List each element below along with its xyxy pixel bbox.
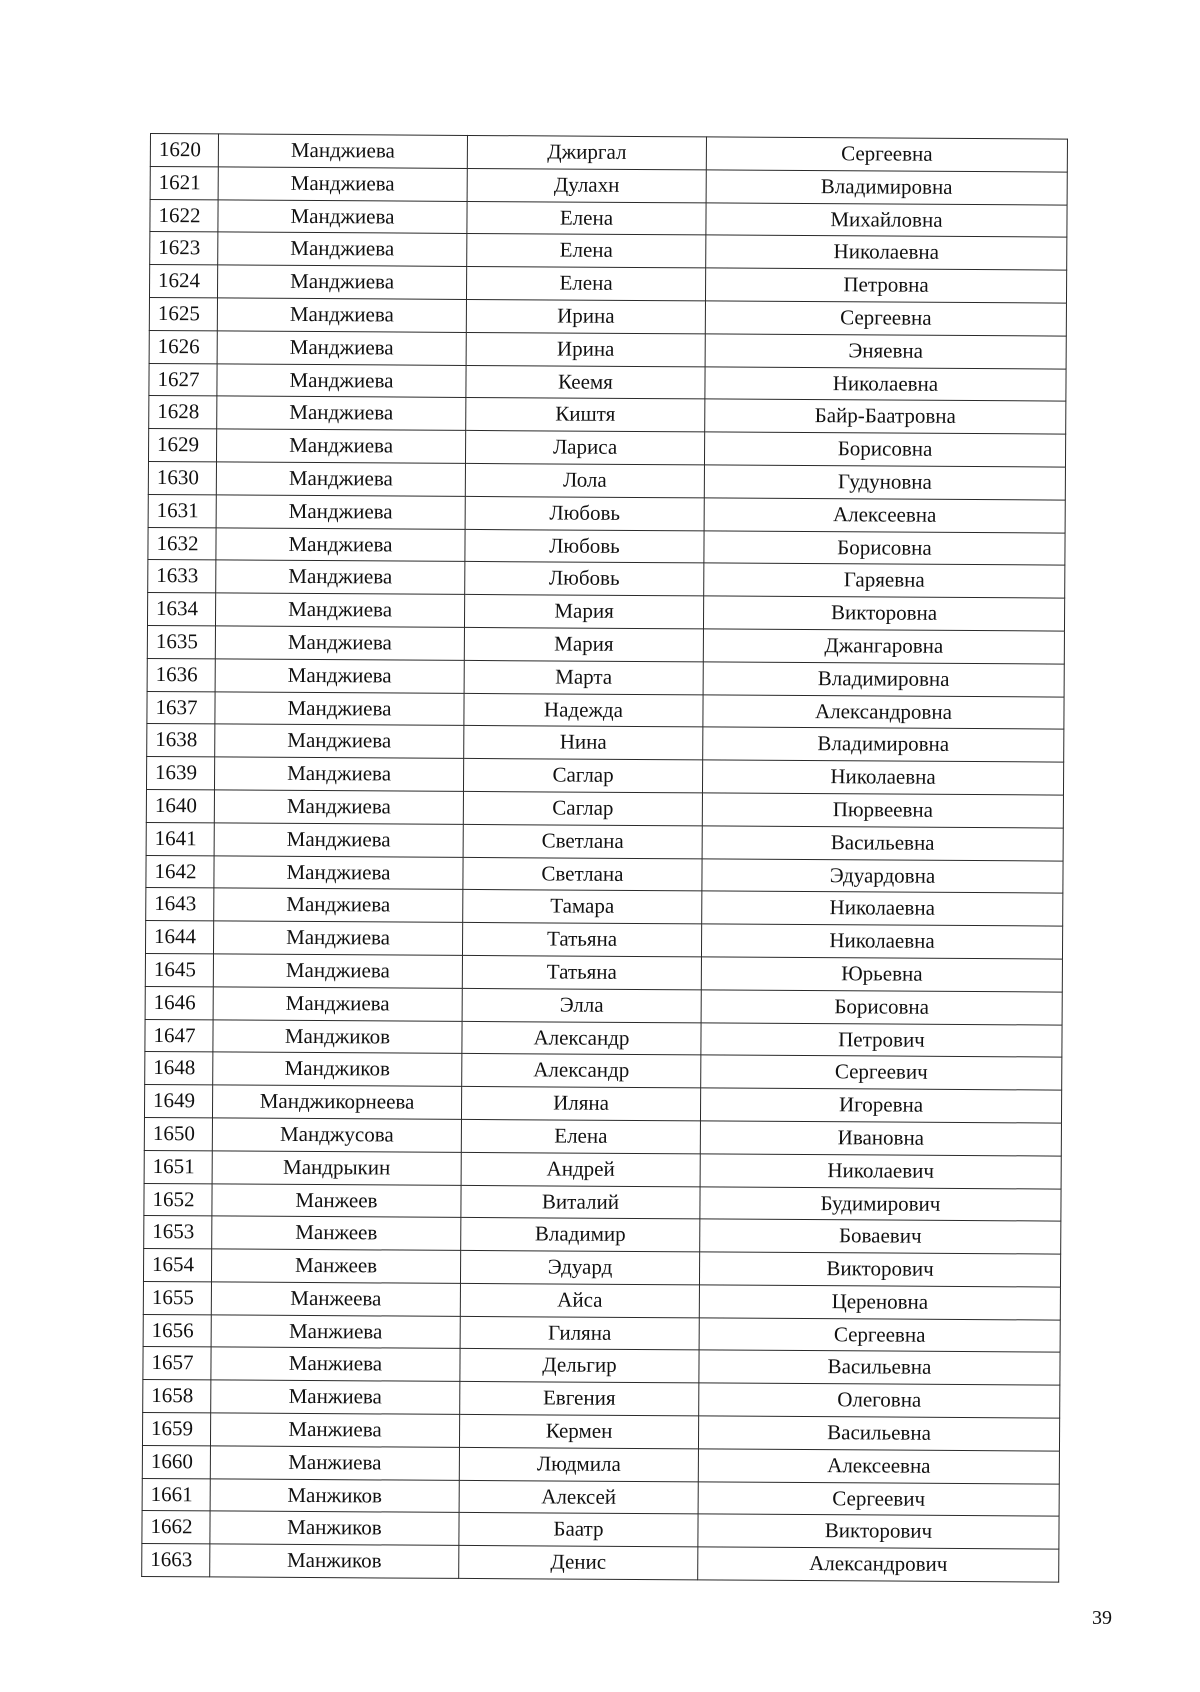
table-row [149, 363, 1066, 401]
patronymic-cell: Николаевна [701, 924, 1062, 959]
last-name-cell: Манджиева [217, 363, 466, 397]
last-name-cell: Манджиева [217, 331, 466, 365]
number-cell: 1628 [149, 396, 217, 429]
last-name-cell: Манжиева [211, 1347, 460, 1381]
number-cell: 1656 [143, 1314, 211, 1347]
last-name-cell: Манджиева [215, 724, 464, 758]
number-cell: 1633 [148, 560, 216, 593]
last-name-cell: Манджиева [216, 495, 465, 529]
table-row [143, 1249, 1060, 1287]
patronymic-cell: Викторович [699, 1252, 1060, 1287]
table-row [146, 888, 1063, 926]
first-name-cell: Мария [464, 595, 703, 629]
table-row [148, 429, 1065, 467]
first-name-cell: Лариса [465, 431, 704, 465]
table-row [146, 822, 1063, 860]
last-name-cell: Манжиков [210, 1511, 459, 1545]
last-name-cell: Манджусова [212, 1118, 461, 1152]
table-row [145, 1052, 1062, 1090]
patronymic-cell: Боваевич [700, 1219, 1061, 1254]
table-row [142, 1413, 1059, 1451]
number-cell: 1620 [150, 134, 218, 167]
last-name-cell: Манджиева [213, 954, 462, 988]
first-name-cell: Тамара [463, 890, 702, 924]
patronymic-cell: Ивановна [700, 1121, 1061, 1156]
first-name-cell: Джиргал [467, 135, 706, 169]
patronymic-cell: Александровна [703, 694, 1064, 729]
patronymic-cell: Петрович [701, 1022, 1062, 1057]
last-name-cell: Манжеев [212, 1216, 461, 1250]
first-name-cell: Любовь [465, 529, 704, 563]
table-row [148, 527, 1065, 565]
table-row [143, 1347, 1060, 1385]
patronymic-cell: Эняевна [705, 334, 1066, 369]
table-row [150, 199, 1067, 237]
first-name-cell: Елена [467, 201, 706, 235]
number-cell: 1640 [146, 789, 214, 822]
table-row [146, 789, 1063, 827]
first-name-cell: Киштя [466, 398, 705, 432]
table-row [149, 265, 1066, 303]
table-row [147, 658, 1064, 696]
patronymic-cell: Олеговна [699, 1383, 1060, 1418]
number-cell: 1659 [142, 1413, 210, 1446]
last-name-cell: Манджиева [214, 855, 463, 889]
last-name-cell: Манджиева [217, 265, 466, 299]
number-cell: 1642 [146, 855, 214, 888]
patronymic-cell: Сергеевна [705, 301, 1066, 336]
patronymic-cell: Васильевна [702, 826, 1063, 861]
table-row [145, 1019, 1062, 1057]
patronymic-cell: Викторовна [703, 596, 1064, 631]
table-row [149, 396, 1066, 434]
table-row [144, 1216, 1061, 1254]
table-row [142, 1445, 1059, 1483]
first-name-cell: Александр [462, 1021, 701, 1055]
number-cell: 1631 [148, 494, 216, 527]
patronymic-cell: Васильевна [698, 1416, 1059, 1451]
number-cell: 1657 [143, 1347, 211, 1380]
number-cell: 1636 [147, 658, 215, 691]
first-name-cell: Татьяна [462, 955, 701, 989]
patronymic-cell: Борисовна [704, 530, 1065, 565]
last-name-cell: Манджиков [213, 1052, 462, 1086]
patronymic-cell: Николаевна [705, 366, 1066, 401]
number-cell: 1632 [148, 527, 216, 560]
table-row [142, 1511, 1059, 1549]
patronymic-cell: Николаевич [700, 1154, 1061, 1189]
last-name-cell: Манжеев [211, 1249, 460, 1283]
last-name-cell: Манжеева [211, 1282, 460, 1316]
patronymic-cell: Юрьевна [701, 957, 1062, 992]
first-name-cell: Ирина [466, 299, 705, 333]
last-name-cell: Манджиков [213, 1019, 462, 1053]
last-name-cell: Манджиева [213, 987, 462, 1021]
number-cell: 1626 [149, 330, 217, 363]
first-name-cell: Саглар [463, 791, 702, 825]
last-name-cell: Манджиева [214, 790, 463, 824]
number-cell: 1645 [145, 953, 213, 986]
number-cell: 1648 [145, 1052, 213, 1085]
table-row [147, 691, 1064, 729]
first-name-cell: Дулахн [467, 168, 706, 202]
table-row [147, 724, 1064, 762]
first-name-cell: Кеемя [466, 365, 705, 399]
number-cell: 1634 [147, 593, 215, 626]
number-cell: 1623 [150, 232, 218, 265]
patronymic-cell: Николаевна [702, 760, 1063, 795]
number-cell: 1627 [149, 363, 217, 396]
number-cell: 1660 [142, 1445, 210, 1478]
last-name-cell: Манджиева [214, 888, 463, 922]
number-cell: 1662 [142, 1511, 210, 1544]
patronymic-cell: Владимировна [703, 662, 1064, 697]
number-cell: 1653 [144, 1216, 212, 1249]
first-name-cell: Саглар [463, 759, 702, 793]
table-row [150, 232, 1067, 270]
last-name-cell: Манжиева [210, 1446, 459, 1480]
first-name-cell: Баатр [459, 1513, 698, 1547]
table-row [144, 1183, 1061, 1221]
last-name-cell: Манжиева [211, 1380, 460, 1414]
patronymic-cell: Алексеевна [704, 498, 1065, 533]
number-cell: 1622 [150, 199, 218, 232]
first-name-cell: Гиляна [460, 1316, 699, 1350]
table-row [143, 1380, 1060, 1418]
patronymic-cell: Сергеевна [699, 1318, 1060, 1353]
table-row [143, 1314, 1060, 1352]
number-cell: 1654 [143, 1249, 211, 1282]
table-row [149, 330, 1066, 368]
patronymic-cell: Викторович [698, 1514, 1059, 1549]
table-row [148, 494, 1065, 532]
first-name-cell: Татьяна [462, 923, 701, 957]
number-cell: 1658 [143, 1380, 211, 1413]
last-name-cell: Манджиева [218, 134, 467, 168]
last-name-cell: Манджиева [214, 823, 463, 857]
number-cell: 1635 [147, 625, 215, 658]
number-cell: 1643 [146, 888, 214, 921]
patronymic-cell: Гаряевна [704, 563, 1065, 598]
table-row [144, 1085, 1061, 1123]
number-cell: 1624 [149, 265, 217, 298]
first-name-cell: Любовь [465, 562, 704, 596]
last-name-cell: Манджиева [215, 691, 464, 725]
number-cell: 1641 [146, 822, 214, 855]
last-name-cell: Манджиева [215, 659, 464, 693]
number-cell: 1621 [150, 166, 218, 199]
first-name-cell: Алексей [459, 1480, 698, 1514]
last-name-cell: Манджиева [218, 200, 467, 234]
first-name-cell: Александр [462, 1054, 701, 1088]
patronymic-cell: Джангаровна [703, 629, 1064, 664]
number-cell: 1663 [142, 1544, 210, 1577]
table-row [147, 625, 1064, 663]
last-name-cell: Манжиков [210, 1479, 459, 1513]
table-row [147, 593, 1064, 631]
last-name-cell: Манджикорнеева [212, 1085, 461, 1119]
number-cell: 1652 [144, 1183, 212, 1216]
patronymic-cell: Александрович [698, 1547, 1059, 1582]
patronymic-cell: Владимировна [703, 727, 1064, 762]
first-name-cell: Нина [464, 726, 703, 760]
number-cell: 1637 [147, 691, 215, 724]
table-row [142, 1544, 1059, 1582]
table-row [144, 1150, 1061, 1188]
first-name-cell: Марта [464, 660, 703, 694]
patronymic-cell: Владимировна [706, 170, 1067, 205]
first-name-cell: Эдуард [460, 1251, 699, 1285]
first-name-cell: Любовь [465, 496, 704, 530]
patronymic-cell: Васильевна [699, 1350, 1060, 1385]
last-name-cell: Манджиева [217, 298, 466, 332]
last-name-cell: Манджиева [217, 396, 466, 430]
first-name-cell: Елена [467, 234, 706, 268]
patronymic-cell: Байр-Баатровна [705, 399, 1066, 434]
number-cell: 1647 [145, 1019, 213, 1052]
first-name-cell: Людмила [459, 1447, 698, 1481]
table-row [146, 757, 1063, 795]
table-row [143, 1281, 1060, 1319]
patronymic-cell: Цереновна [699, 1285, 1060, 1320]
number-cell: 1646 [145, 986, 213, 1019]
last-name-cell: Манджиева [218, 232, 467, 266]
number-cell: 1650 [144, 1117, 212, 1150]
patronymic-cell: Гудуновна [704, 465, 1065, 500]
page-number: 39 [1092, 1607, 1112, 1629]
patronymic-cell: Николаевна [702, 891, 1063, 926]
names-table [141, 133, 1068, 1583]
last-name-cell: Мандрыкин [212, 1151, 461, 1185]
patronymic-cell: Будимирович [700, 1186, 1061, 1221]
patronymic-cell: Михайловна [706, 202, 1067, 237]
patronymic-cell: Петровна [705, 268, 1066, 303]
first-name-cell: Ирина [466, 332, 705, 366]
patronymic-cell: Сергеевич [701, 1055, 1062, 1090]
first-name-cell: Денис [459, 1546, 698, 1580]
first-name-cell: Владимир [461, 1218, 700, 1252]
first-name-cell: Иляна [461, 1087, 700, 1121]
last-name-cell: Манджиева [216, 560, 465, 594]
table-row [144, 1117, 1061, 1155]
patronymic-cell: Борисовна [701, 990, 1062, 1025]
number-cell: 1644 [145, 921, 213, 954]
number-cell: 1661 [142, 1478, 210, 1511]
last-name-cell: Манджиева [216, 429, 465, 463]
number-cell: 1625 [149, 297, 217, 330]
table-row [148, 560, 1065, 598]
table-row [142, 1478, 1059, 1516]
number-cell: 1655 [143, 1281, 211, 1314]
number-cell: 1639 [146, 757, 214, 790]
last-name-cell: Манджиева [216, 527, 465, 561]
first-name-cell: Дельгир [460, 1349, 699, 1383]
table-row [148, 461, 1065, 499]
number-cell: 1629 [148, 429, 216, 462]
first-name-cell: Евгения [460, 1382, 699, 1416]
first-name-cell: Мария [464, 627, 703, 661]
names-table-body [142, 134, 1068, 1583]
patronymic-cell: Николаевна [706, 235, 1067, 270]
patronymic-cell: Борисовна [704, 432, 1065, 467]
number-cell: 1651 [144, 1150, 212, 1183]
table-row [145, 921, 1062, 959]
last-name-cell: Манжиева [211, 1315, 460, 1349]
patronymic-cell: Сергеевна [706, 137, 1067, 172]
patronymic-cell: Игоревна [700, 1088, 1061, 1123]
last-name-cell: Манджиева [213, 921, 462, 955]
first-name-cell: Светлана [463, 857, 702, 891]
number-cell: 1630 [148, 461, 216, 494]
patronymic-cell: Пюрвеевна [702, 793, 1063, 828]
last-name-cell: Манджиева [214, 757, 463, 791]
first-name-cell: Виталий [461, 1185, 700, 1219]
first-name-cell: Элла [462, 988, 701, 1022]
first-name-cell: Айса [460, 1283, 699, 1317]
number-cell: 1649 [144, 1085, 212, 1118]
first-name-cell: Надежда [464, 693, 703, 727]
first-name-cell: Андрей [461, 1152, 700, 1186]
first-name-cell: Светлана [463, 824, 702, 858]
table-row [146, 855, 1063, 893]
last-name-cell: Манжеев [212, 1183, 461, 1217]
first-name-cell: Кермен [459, 1414, 698, 1448]
last-name-cell: Манджиева [218, 167, 467, 201]
table-row [149, 297, 1066, 335]
patronymic-cell: Сергеевич [698, 1482, 1059, 1517]
first-name-cell: Елена [461, 1119, 700, 1153]
first-name-cell: Елена [466, 267, 705, 301]
last-name-cell: Манджиева [215, 626, 464, 660]
last-name-cell: Манжиева [210, 1413, 459, 1447]
patronymic-cell: Алексеевна [698, 1449, 1059, 1484]
patronymic-cell: Эдуардовна [702, 858, 1063, 893]
last-name-cell: Манджиева [216, 462, 465, 496]
first-name-cell: Лола [465, 463, 704, 497]
last-name-cell: Манджиева [215, 593, 464, 627]
last-name-cell: Манжиков [210, 1544, 459, 1578]
number-cell: 1638 [147, 724, 215, 757]
